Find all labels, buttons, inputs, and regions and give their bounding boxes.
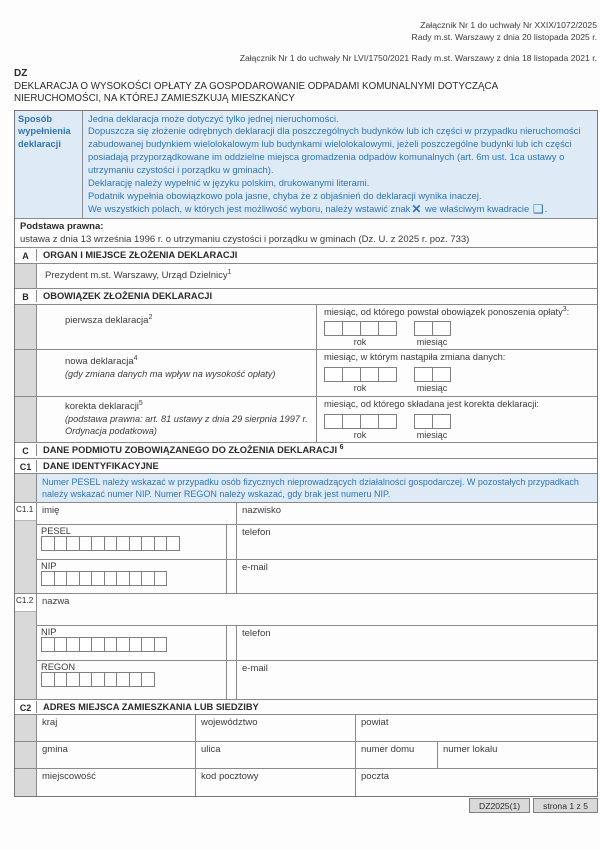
form-code: DZ xyxy=(14,67,28,79)
postal-code-field[interactable] xyxy=(196,769,356,796)
attachment-annotations xyxy=(0,0,600,65)
nip-input-boxes[interactable] xyxy=(41,637,166,652)
char-box[interactable] xyxy=(360,321,379,336)
section-c12-id: C1.2 xyxy=(15,594,36,612)
section-c12-idcol xyxy=(15,594,37,699)
section-c2-gray-col xyxy=(15,769,37,796)
char-box[interactable] xyxy=(91,536,105,551)
instruction-line-3: Deklarację należy wypełnić w języku polskim, drukowanymi literami. xyxy=(88,177,370,189)
section-c1-title: DANE IDENTYFIKACYJNE xyxy=(43,460,159,471)
year-input-boxes[interactable] xyxy=(324,321,396,336)
section-a-gray-col xyxy=(15,264,37,288)
pesel-label: PESEL xyxy=(41,525,71,536)
nip-cell-divider xyxy=(226,626,227,660)
section-c11-idcol xyxy=(15,503,37,593)
month-input-boxes[interactable] xyxy=(414,321,450,336)
section-a-title: ORGAN I MIEJSCE ZŁOŻENIA DEKLARACJI xyxy=(43,250,238,261)
section-b-header xyxy=(15,289,597,305)
first-declaration-row xyxy=(15,305,597,351)
year-label: rok xyxy=(353,429,367,440)
section-c12-gray-fill xyxy=(15,612,36,699)
char-box[interactable] xyxy=(342,414,361,429)
char-box[interactable] xyxy=(154,536,168,551)
instruction-line-5: We wszystkich polach, w których jest możliwość wyboru, należy wstawić znak✕ we właściwym kwadracie ❑. xyxy=(88,201,548,216)
nip-field[interactable] xyxy=(37,560,237,593)
instructions-label: Sposób wypełnienia deklaracji xyxy=(15,111,83,218)
section-b-title: OBOWIĄZEK ZŁOŻENIA DEKLARACJI xyxy=(43,291,213,302)
correction-declaration-note: (podstawa prawna: art. 81 ustawy z dnia 29 sierpnia 1997 r. Ordynacja podatkowa) xyxy=(65,414,308,437)
street-field[interactable] xyxy=(196,742,356,768)
section-b-gray-col xyxy=(15,397,37,442)
first-declaration-option[interactable]: pierwsza deklaracja$^2$ xyxy=(37,305,317,350)
correction-declaration-label: korekta deklaracji xyxy=(65,401,139,413)
attachment-note-1-line1: Załącznik Nr 1 do uchwały Nr XXIX/1072/2025 xyxy=(420,20,597,30)
nip-field-c12[interactable] xyxy=(37,626,237,660)
char-box[interactable] xyxy=(66,571,80,586)
char-box[interactable] xyxy=(79,637,93,652)
new-declaration-date xyxy=(317,350,597,396)
section-c-id: C xyxy=(15,444,37,456)
first-declaration-date xyxy=(317,305,597,350)
char-box[interactable] xyxy=(116,672,130,687)
postal-code-label: kod pocztowy xyxy=(201,770,259,782)
char-box[interactable] xyxy=(66,672,80,687)
form-title: DEKLARACJA O WYSOKOŚCI OPŁATY ZA GOSPODAROWANIE ODPADAMI KOMUNALNYMI DOTYCZĄCA NIERUCHOMOŚCI, NA KTÓREJ ZAMIESZKUJĄ MIESZKAŃCY xyxy=(14,80,498,104)
first-declaration-label: pierwsza deklaracja xyxy=(65,314,149,326)
declaration-form xyxy=(14,110,598,797)
char-box[interactable] xyxy=(79,571,93,586)
phone-label: telefon xyxy=(242,526,271,538)
section-c1-header xyxy=(15,459,597,474)
char-box[interactable] xyxy=(54,571,68,586)
house-number-field[interactable] xyxy=(356,742,438,768)
voivodeship-label: województwo xyxy=(201,716,258,728)
char-box[interactable] xyxy=(414,414,433,429)
section-c2-id: C2 xyxy=(15,701,37,713)
voivodeship-field[interactable] xyxy=(196,715,356,741)
city-field[interactable] xyxy=(37,769,196,796)
char-box[interactable] xyxy=(141,637,155,652)
address-row-1 xyxy=(15,715,597,742)
char-box[interactable] xyxy=(414,367,433,382)
authority-value: Prezydent m.st. Warszawy, Urząd Dzielnicy$^1$ xyxy=(45,268,232,281)
first-declaration-date-label: miesiąc, od którego powstał obowiązek ponoszenia opłaty$^3$: xyxy=(324,305,570,317)
first-name-field[interactable] xyxy=(37,503,237,524)
char-box[interactable] xyxy=(41,672,55,687)
pesel-field[interactable] xyxy=(37,525,237,559)
char-box[interactable] xyxy=(141,571,155,586)
city-label: miejscowość xyxy=(42,770,96,782)
year-input-boxes[interactable] xyxy=(324,414,396,429)
email-field-c12[interactable] xyxy=(237,661,597,699)
char-box[interactable] xyxy=(166,536,180,551)
char-box[interactable] xyxy=(104,536,118,551)
char-box[interactable] xyxy=(432,367,451,382)
year-label: rok xyxy=(353,382,367,393)
month-input-boxes[interactable] xyxy=(414,414,450,429)
section-a-content-row xyxy=(15,264,597,289)
attachment-note-2: Załącznik Nr 1 do uchwały Nr LVI/1750/2021 Rady m.st. Warszawy z dnia 18 listopada 2021 r. xyxy=(239,53,597,63)
pesel-cell-divider xyxy=(226,525,227,559)
char-box[interactable] xyxy=(104,571,118,586)
page-indicator: strona 1 z 5 xyxy=(533,798,598,813)
correction-date-label: miesiąc, od którego składana jest korekta deklaracji: xyxy=(324,399,539,410)
pesel-nip-note: Numer PESEL należy wskazać w przypadku osób fizycznych nieprowadzących działalności gospodarczej. W pozostałych przypadkach należy wskazać numer NIP. Numer REGON należy wskazać, gdy brak jest numeru NIP. xyxy=(37,474,597,502)
char-box[interactable] xyxy=(129,672,143,687)
instruction-line-4: Podatnik wypełnia obowiązkowo pola jasne, chyba że z objaśnień do deklaracji wynika inaczej. xyxy=(88,189,482,201)
nip-input-boxes[interactable] xyxy=(41,571,166,586)
section-c1-gray-col xyxy=(15,474,37,502)
char-box[interactable] xyxy=(79,536,93,551)
char-box[interactable] xyxy=(154,571,168,586)
x-mark-icon: ✕ xyxy=(411,201,422,216)
char-box[interactable] xyxy=(41,571,55,586)
legal-basis-text: ustawa z dnia 13 września 1996 r. o utrzymaniu czystości i porządku w gminach (Dz. U. z 2025 r. poz. 733) xyxy=(20,233,470,245)
commune-field[interactable] xyxy=(37,742,196,768)
country-field[interactable] xyxy=(37,715,196,741)
char-box[interactable] xyxy=(324,414,343,429)
regon-field[interactable] xyxy=(37,661,237,699)
char-box[interactable] xyxy=(54,536,68,551)
county-label: powiat xyxy=(361,716,389,728)
company-name-label: nazwa xyxy=(42,595,70,607)
char-box[interactable] xyxy=(66,536,80,551)
char-box[interactable] xyxy=(360,367,379,382)
char-box[interactable] xyxy=(79,672,93,687)
char-box[interactable] xyxy=(129,571,143,586)
char-box[interactable] xyxy=(116,536,130,551)
legal-basis xyxy=(15,219,597,248)
char-box[interactable] xyxy=(342,321,361,336)
char-box[interactable] xyxy=(154,637,168,652)
checkbox-icon: ❑ xyxy=(532,201,544,216)
char-box[interactable] xyxy=(141,672,155,687)
regon-label: REGON xyxy=(41,661,76,672)
char-box[interactable] xyxy=(116,637,130,652)
char-box[interactable] xyxy=(104,637,118,652)
char-box[interactable] xyxy=(129,536,143,551)
company-name-field[interactable] xyxy=(37,594,597,625)
section-b-gray-col xyxy=(15,305,37,350)
nip-label: NIP xyxy=(41,560,57,571)
char-box[interactable] xyxy=(41,637,55,652)
char-box[interactable] xyxy=(324,321,343,336)
char-box[interactable] xyxy=(342,367,361,382)
section-c2-header xyxy=(15,700,597,715)
last-name-field[interactable] xyxy=(237,503,597,524)
year-label: rok xyxy=(353,337,367,348)
section-a-header xyxy=(15,248,597,264)
attachment-note-1-line2: Rady m.st. Warszawy z dnia 20 listopada 2025 r. xyxy=(411,31,597,42)
phone-field-c12[interactable] xyxy=(237,626,597,660)
char-box[interactable] xyxy=(141,536,155,551)
pesel-note-row xyxy=(15,474,597,503)
section-c-header xyxy=(15,443,597,459)
section-c11-gray-fill xyxy=(15,521,36,593)
instructions-text xyxy=(83,111,597,218)
apartment-number-field[interactable] xyxy=(438,742,597,768)
last-name-label: nazwisko xyxy=(242,504,282,516)
month-label: miesiąc xyxy=(416,337,448,348)
address-row-3 xyxy=(15,769,597,796)
char-box[interactable] xyxy=(378,321,397,336)
new-declaration-note: (gdy zmiana danych ma wpływ na wysokość opłaty) xyxy=(65,369,276,380)
char-box[interactable] xyxy=(324,367,343,382)
char-box[interactable] xyxy=(432,321,451,336)
section-b-gray-col xyxy=(15,350,37,396)
address-row-2 xyxy=(15,742,597,769)
correction-declaration-option[interactable]: korekta deklaracji$^5$ (podstawa prawna: art. 81 ustawy z dnia 29 sierpnia 1997 r. Ordynacja podatkowa) xyxy=(37,397,317,442)
county-field[interactable] xyxy=(356,715,597,741)
section-c12-block xyxy=(15,594,597,700)
email-label: e-mail xyxy=(242,561,268,573)
month-label: miesiąc xyxy=(416,382,448,393)
pesel-input-boxes[interactable] xyxy=(41,536,179,551)
apartment-number-label: numer lokalu xyxy=(443,743,498,755)
instructions-box xyxy=(15,111,597,219)
char-box[interactable] xyxy=(414,321,433,336)
char-box[interactable] xyxy=(54,637,68,652)
legal-basis-label: Podstawa prawna: xyxy=(20,220,104,232)
instruction-line-2: Dopuszcza się złożenie odrębnych deklaracji dla poszczególnych budynków lub ich części w przypadku nieruchomości zabudowanej budynkiem wielolokalowym lub budynkami wielolokalowymi, jeżeli poszczególne budynki lub ich części posiadają przyporządkowane im oddzielne miejsca gromadzenia odpadów komunalnych (art. 6m ust. 1ca ustawy o utrzymaniu czystości i porządku w gminach). xyxy=(88,125,581,176)
section-c11-block xyxy=(15,503,597,594)
email-label: e-mail xyxy=(242,662,268,674)
char-box[interactable] xyxy=(432,414,451,429)
char-box[interactable] xyxy=(378,367,397,382)
correction-declaration-row xyxy=(15,397,597,443)
char-box[interactable] xyxy=(54,672,68,687)
char-box[interactable] xyxy=(116,571,130,586)
new-declaration-label: nowa deklaracja xyxy=(65,356,134,368)
phone-field[interactable] xyxy=(237,525,597,559)
section-b-id: B xyxy=(15,290,37,302)
section-a-id: A xyxy=(15,249,37,261)
new-declaration-date-label: miesiąc, w którym nastąpiła zmiana danych: xyxy=(324,352,506,363)
char-box[interactable] xyxy=(360,414,379,429)
new-declaration-option[interactable]: nowa deklaracja$^4$ (gdy zmiana danych ma wpływ na wysokość opłaty) xyxy=(37,350,317,396)
char-box[interactable] xyxy=(91,637,105,652)
nip-label: NIP xyxy=(41,626,57,637)
char-box[interactable] xyxy=(66,637,80,652)
new-declaration-row xyxy=(15,350,597,397)
regon-input-boxes[interactable] xyxy=(41,672,154,687)
phone-label: telefon xyxy=(242,627,271,639)
section-c1-id: C1 xyxy=(15,460,37,472)
email-field[interactable] xyxy=(237,560,597,593)
year-input-boxes[interactable] xyxy=(324,367,396,382)
char-box[interactable] xyxy=(104,672,118,687)
month-label: miesiąc xyxy=(416,429,448,440)
nip-cell-divider xyxy=(226,560,227,593)
commune-label: gmina xyxy=(42,743,68,755)
house-number-label: numer domu xyxy=(361,743,415,755)
section-c-title: DANE PODMIOTU ZOBOWIĄZANEGO DO ZŁOŻENIA DEKLARACJI $^6$ xyxy=(43,444,344,456)
section-c11-id: C1.1 xyxy=(15,503,36,521)
section-c2-gray-col xyxy=(15,742,37,768)
month-input-boxes[interactable] xyxy=(414,367,450,382)
char-box[interactable] xyxy=(91,571,105,586)
first-name-label: imię xyxy=(42,504,60,516)
char-box[interactable] xyxy=(378,414,397,429)
street-label: ulica xyxy=(201,743,221,755)
char-box[interactable] xyxy=(41,536,55,551)
page-footer xyxy=(469,798,598,813)
regon-cell-divider xyxy=(226,661,227,699)
post-label: poczta xyxy=(361,770,389,782)
post-field[interactable] xyxy=(356,769,597,796)
char-box[interactable] xyxy=(129,637,143,652)
section-c2-title: ADRES MIEJSCA ZAMIESZKANIA LUB SIEDZIBY xyxy=(43,701,259,712)
form-version-badge: DZ2025(1) xyxy=(469,798,530,813)
section-c2-gray-col xyxy=(15,715,37,741)
char-box[interactable] xyxy=(91,672,105,687)
country-label: kraj xyxy=(42,716,58,728)
correction-declaration-date xyxy=(317,397,597,442)
instruction-line-1: Jedna deklaracja może dotyczyć tylko jednej nieruchomości. xyxy=(88,112,339,124)
